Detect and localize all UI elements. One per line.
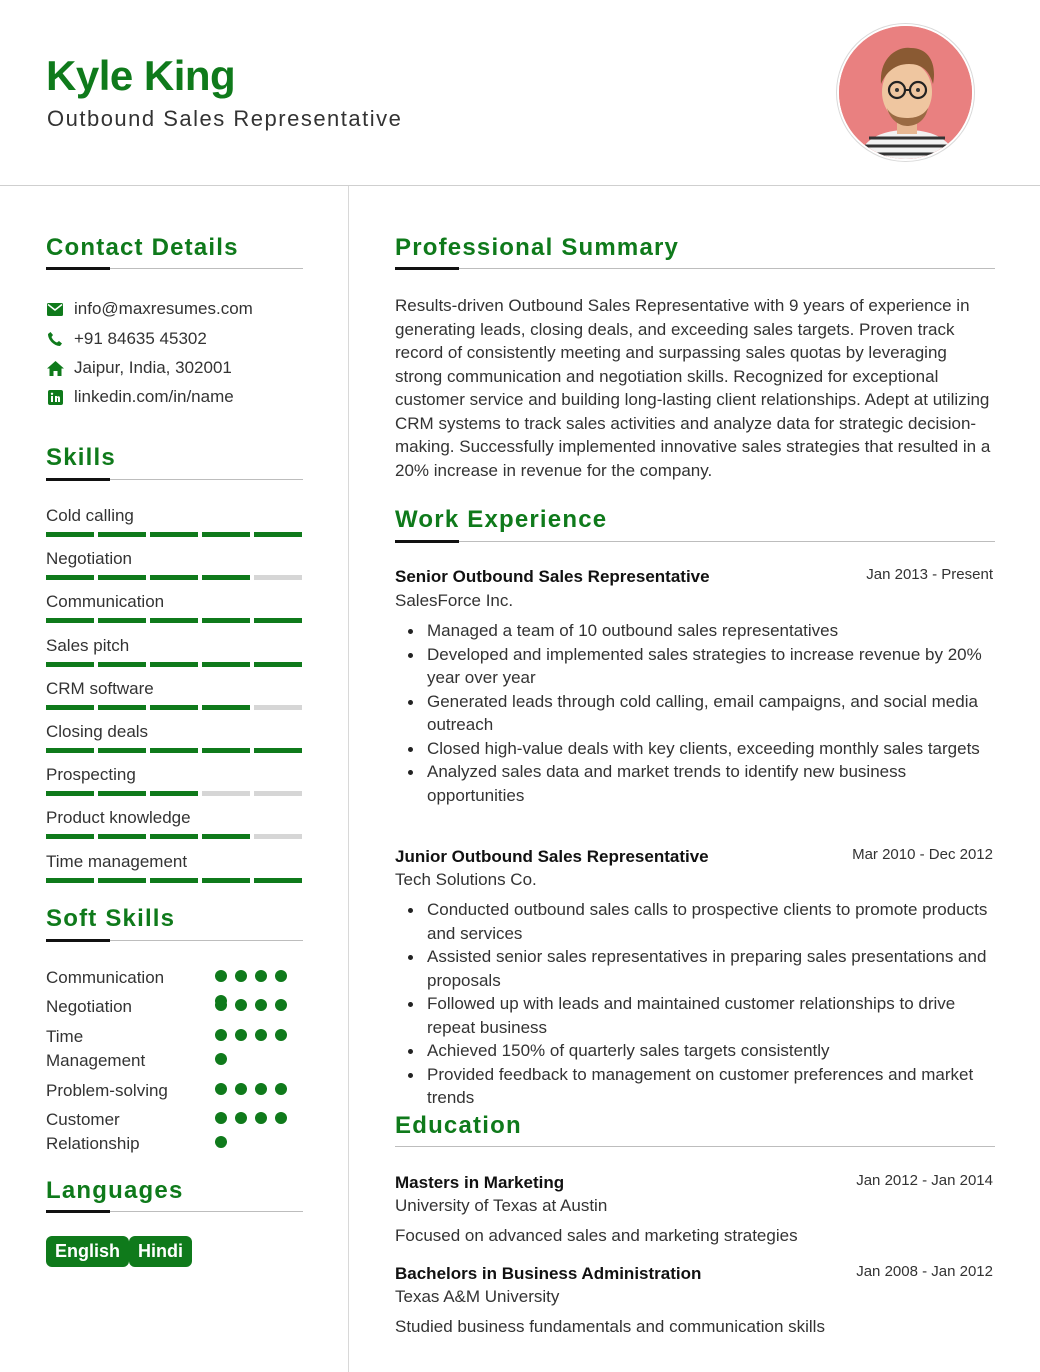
skill-rating-bars (46, 532, 302, 537)
contact-email-text: info@maxresumes.com (74, 299, 253, 318)
skills-heading: Skills (46, 444, 116, 471)
linkedin-icon (46, 388, 64, 406)
job-title: Senior Outbound Sales Representative (395, 567, 710, 586)
degree-title: Bachelors in Business Administration (395, 1264, 702, 1283)
skill-rating-bars (46, 575, 302, 580)
school-name: University of Texas at Austin (395, 1196, 608, 1215)
summary-text: Results-driven Outbound Sales Representative with 9 years of experience in generating leads, closing deals, and exceeding sales targets. Proven track record of consistently meeting and surpassing sales quotas by leveraging strong communication and negotiation skills. Recognized for exceptional customer service and building long-lasting client relationships. Adept at utilizing CRM systems to track sales activities and analyze data for strategic decision-making. Successfully implemented innovative sales strategies that resulted in a 20% increase in revenue for the company. (395, 296, 991, 480)
rating-segment (150, 618, 198, 623)
rating-segment (202, 618, 250, 623)
rating-segment (150, 878, 198, 883)
soft-skill-rating-dots (215, 1029, 285, 1073)
contact-location (46, 357, 232, 379)
skill-rating-bars (46, 791, 302, 796)
job-bullets (405, 898, 997, 1110)
rating-dot (275, 1083, 287, 1095)
rating-segment (202, 705, 250, 710)
summary-heading: Professional Summary (395, 234, 680, 261)
rating-segment (254, 575, 302, 580)
degree-title: Masters in Marketing (395, 1173, 565, 1192)
skill-row (46, 721, 302, 743)
job-bullets (405, 619, 997, 807)
rating-dot (275, 1029, 287, 1041)
rating-dot (255, 1029, 267, 1041)
skill-row (46, 851, 302, 873)
job-bullet: Provided feedback to management on customer preferences and market trends (405, 1063, 997, 1110)
skill-label: Negotiation (46, 549, 133, 569)
skill-rating-bars (46, 748, 302, 753)
languages-heading: Languages (46, 1177, 184, 1204)
soft-skill-label: Negotiation (46, 997, 133, 1016)
rating-dot (255, 1112, 267, 1124)
rating-segment (46, 878, 94, 883)
rating-dot (235, 970, 247, 982)
skill-rating-bars (46, 878, 302, 883)
summary-heading-rule (395, 268, 995, 269)
avatar (837, 24, 974, 161)
rating-segment (202, 532, 250, 537)
rating-dot (235, 1029, 247, 1041)
rating-segment (98, 705, 146, 710)
job-bullet: Generated leads through cold calling, email campaigns, and social media outreach (405, 690, 997, 737)
rating-segment (254, 705, 302, 710)
rating-segment (46, 791, 94, 796)
soft-skill-label: Customer Relationship (46, 1110, 140, 1153)
skill-row (46, 678, 302, 700)
rating-segment (202, 662, 250, 667)
skill-label: Prospecting (46, 765, 136, 785)
contact-email[interactable] (46, 298, 253, 320)
rating-dot (215, 995, 227, 1007)
phone-icon (46, 330, 64, 348)
job-dates: Jan 2013 - Present (866, 566, 993, 583)
rating-segment (254, 662, 302, 667)
rating-dot (275, 1112, 287, 1124)
column-divider (348, 186, 349, 1372)
job-bullet: Managed a team of 10 outbound sales representatives (405, 619, 997, 643)
skill-label: Communication (46, 592, 165, 612)
experience-heading-rule (395, 541, 995, 542)
resume-header (0, 0, 1040, 186)
education-heading: Education (395, 1112, 522, 1139)
job-dates: Mar 2010 - Dec 2012 (852, 846, 993, 863)
rating-dot (275, 999, 287, 1011)
rating-segment (46, 705, 94, 710)
skill-row (46, 591, 302, 613)
soft-skill-rating-dots (215, 999, 285, 1013)
soft-skill-rating-dots (215, 970, 285, 984)
rating-segment (46, 662, 94, 667)
skill-row (46, 807, 302, 829)
language-badge-english: English (46, 1236, 129, 1267)
rating-segment (254, 748, 302, 753)
rating-dot (215, 1029, 227, 1041)
skill-label: Sales pitch (46, 635, 130, 655)
skill-row (46, 764, 302, 786)
degree-description: Studied business fundamentals and communication skills (395, 1317, 825, 1336)
job-company: SalesForce Inc. (395, 591, 514, 610)
skill-rating-bars (46, 834, 302, 839)
rating-segment (202, 791, 250, 796)
contact-linkedin-text: linkedin.com/in/name (74, 387, 234, 406)
rating-segment (150, 662, 198, 667)
contact-heading: Contact Details (46, 234, 239, 261)
skill-label: Closing deals (46, 722, 149, 741)
skill-label: Product knowledge (46, 808, 191, 828)
skill-row (46, 548, 302, 570)
skill-row (46, 635, 302, 657)
rating-segment (150, 532, 198, 537)
rating-segment (46, 575, 94, 580)
rating-dot (255, 999, 267, 1011)
job-bullet: Achieved 150% of quarterly sales targets consistently (405, 1039, 997, 1063)
rating-dot (275, 970, 287, 982)
skill-label: Cold calling (46, 506, 134, 525)
rating-dot (235, 999, 247, 1011)
rating-segment (150, 791, 198, 796)
contact-phone-text: +91 84635 45302 (74, 329, 207, 348)
education-heading-rule (395, 1146, 995, 1147)
soft-skills-heading: Soft Skills (46, 905, 176, 932)
rating-segment (98, 748, 146, 753)
rating-segment (202, 834, 250, 839)
rating-dot (235, 1112, 247, 1124)
skill-label: Time management (46, 851, 188, 871)
contact-location-text: Jaipur, India, 302001 (74, 358, 232, 377)
candidate-title: Outbound Sales Representative (47, 106, 403, 131)
rating-segment (98, 532, 146, 537)
job-bullet: Assisted senior sales representatives in preparing sales presentations and proposals (405, 945, 997, 992)
rating-segment (150, 575, 198, 580)
job-bullet: Conducted outbound sales calls to prospective clients to promote products and services (405, 898, 997, 945)
school-name: Texas A&M University (395, 1287, 560, 1306)
degree-dates: Jan 2008 - Jan 2012 (856, 1263, 993, 1280)
contact-heading-rule (46, 268, 303, 269)
rating-dot (215, 1136, 227, 1148)
rating-segment (254, 532, 302, 537)
soft-skill-label: Problem-solving (46, 1081, 168, 1100)
experience-heading: Work Experience (395, 506, 608, 533)
contact-linkedin[interactable] (46, 386, 234, 408)
soft-skill-label: Communication (46, 968, 165, 987)
skill-label: CRM software (46, 678, 154, 698)
rating-segment (98, 662, 146, 667)
rating-segment (202, 575, 250, 580)
rating-segment (254, 791, 302, 796)
person-photo-icon (839, 26, 974, 161)
envelope-icon (46, 300, 64, 318)
job-bullet: Analyzed sales data and market trends to identify new business opportunities (405, 760, 997, 807)
rating-segment (150, 834, 198, 839)
rating-segment (98, 834, 146, 839)
home-icon (46, 359, 64, 377)
job-bullet: Closed high-value deals with key clients, exceeding monthly sales targets (405, 737, 997, 761)
job-title: Junior Outbound Sales Representative (395, 847, 709, 866)
rating-segment (254, 834, 302, 839)
rating-dot (235, 1083, 247, 1095)
rating-dot (255, 1083, 267, 1095)
rating-segment (202, 878, 250, 883)
language-badge-hindi: Hindi (129, 1236, 192, 1267)
rating-dot (215, 1053, 227, 1065)
contact-phone[interactable] (46, 328, 207, 350)
soft-skill-rating-dots (215, 1083, 285, 1097)
rating-dot (215, 1112, 227, 1124)
degree-description: Focused on advanced sales and marketing strategies (395, 1226, 798, 1245)
job-company: Tech Solutions Co. (395, 870, 537, 889)
skill-row (46, 505, 302, 527)
skills-heading-rule (46, 479, 303, 480)
rating-segment (46, 618, 94, 623)
skill-rating-bars (46, 662, 302, 667)
languages-heading-rule (46, 1211, 303, 1212)
rating-segment (202, 748, 250, 753)
rating-segment (98, 878, 146, 883)
rating-segment (46, 834, 94, 839)
rating-segment (46, 532, 94, 537)
skill-rating-bars (46, 618, 302, 623)
rating-segment (46, 748, 94, 753)
rating-dot (255, 970, 267, 982)
soft-skill-label: Time Management (46, 1027, 146, 1070)
rating-segment (98, 791, 146, 796)
soft-skills-heading-rule (46, 940, 303, 941)
job-bullet: Developed and implemented sales strategies to increase revenue by 20% year over year (405, 643, 997, 690)
degree-dates: Jan 2012 - Jan 2014 (856, 1172, 993, 1189)
rating-segment (254, 878, 302, 883)
job-bullet: Followed up with leads and maintained customer relationships to drive repeat business (405, 992, 997, 1039)
rating-segment (254, 618, 302, 623)
rating-segment (150, 748, 198, 753)
rating-segment (98, 575, 146, 580)
skill-rating-bars (46, 705, 302, 710)
candidate-name: Kyle King (46, 52, 236, 99)
soft-skill-rating-dots (215, 1112, 285, 1156)
rating-segment (150, 705, 198, 710)
rating-segment (98, 618, 146, 623)
